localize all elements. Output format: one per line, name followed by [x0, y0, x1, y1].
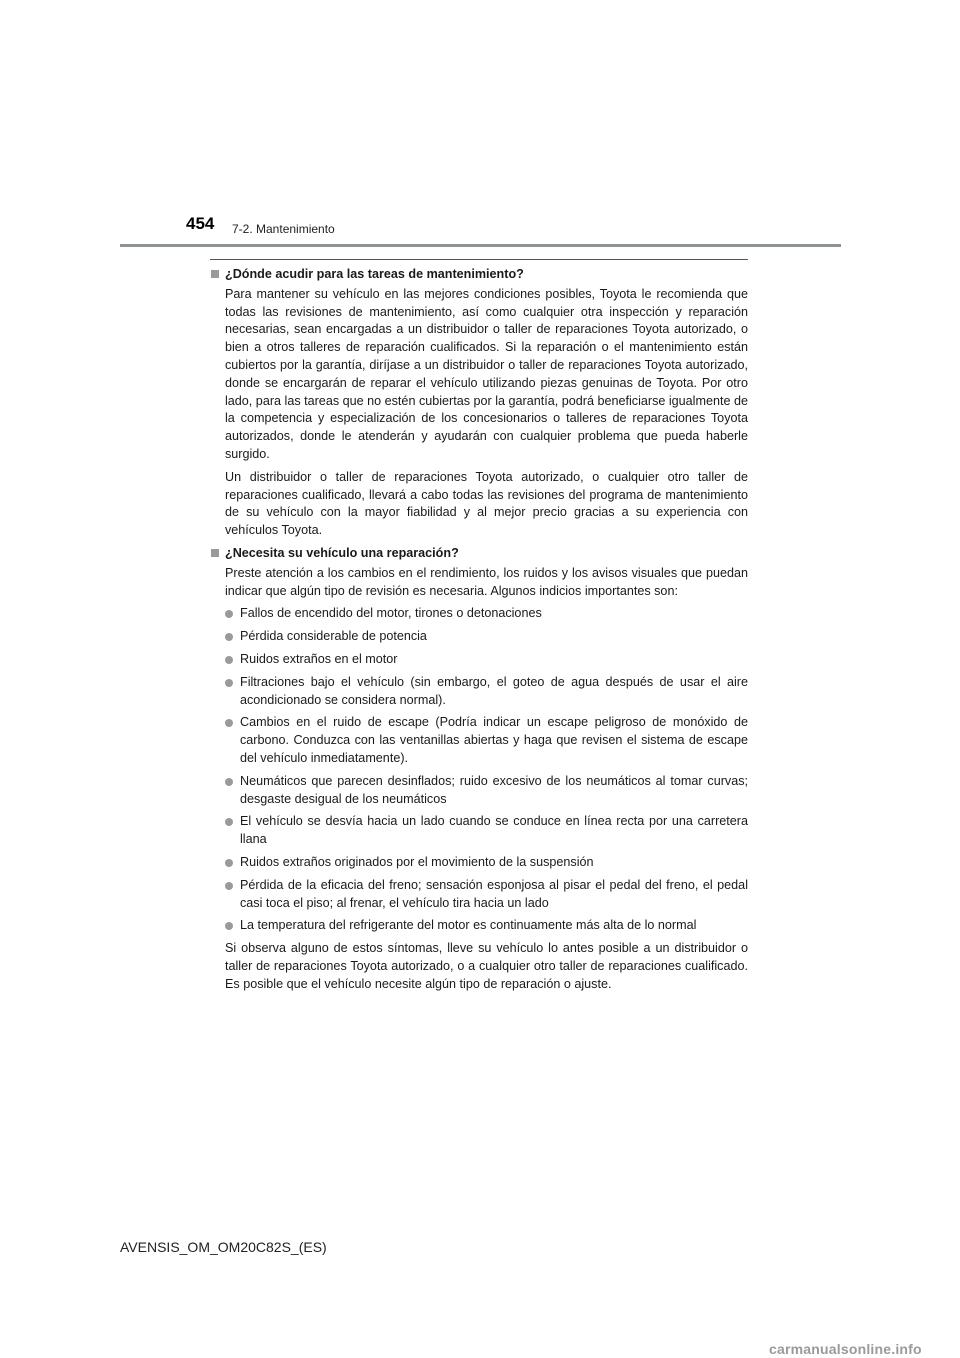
paragraph: Para mantener su vehículo en las mejores condiciones posibles, Toyota le recomienda que todas las revisiones de mantenimiento, así como cualquier otra inspección y reparación necesarias, sean encargadas a un distribuidor o taller de reparaciones Toyota autorizado, o bien a otros talleres de reparación cualificados. Si la reparación o el mantenimiento están cubiertos por la garantía, diríjase a un distribuidor o taller de reparaciones Toyota autorizado, donde se encargarán de reparar el vehículo utilizando piezas genuinas de Toyota. Por otro lado, para las tareas que no estén cubiertas por la garantía, podrá beneficiarse igualmente de la competencia y especialización de los concesionarios o talleres de reparaciones Toyota autorizados, donde le atenderán y ayudarán con cualquier problema que pueda haberle surgido.	[225, 286, 748, 461]
round-bullet-icon	[225, 922, 233, 930]
round-bullet-icon	[225, 859, 233, 867]
list-item-text: Ruidos extraños en el motor	[240, 651, 398, 666]
round-bullet-icon	[225, 633, 233, 641]
list-item	[225, 605, 748, 623]
list-item	[225, 773, 748, 809]
page-number: 454	[186, 214, 215, 233]
round-bullet-icon	[225, 778, 233, 786]
list-item-text: Ruidos extraños originados por el movimiento de la suspensión	[240, 854, 594, 869]
list-item-text: Cambios en el ruido de escape (Podría indicar un escape peligroso de monóxido de carbono. Conduzca con las ventanillas abiertas y haga que revisen el sistema de escape del vehículo inmediatamente).	[240, 715, 748, 765]
document-code: AVENSIS_OM_OM20C82S_(ES)	[120, 1239, 327, 1255]
round-bullet-icon	[225, 610, 233, 618]
watermark: carmanualsonline.info	[769, 1341, 922, 1357]
content-body	[210, 266, 748, 998]
square-bullet-icon	[211, 549, 219, 557]
heading-text: ¿Dónde acudir para las tareas de mantenimiento?	[225, 267, 524, 281]
list-item-text: Fallos de encendido del motor, tirones o detonaciones	[240, 606, 542, 621]
list-item	[225, 917, 748, 935]
list-item	[225, 651, 748, 669]
list-item	[225, 628, 748, 646]
list-item	[225, 854, 748, 872]
list-item	[225, 714, 748, 767]
section-heading	[210, 266, 748, 284]
list-item	[225, 813, 748, 849]
round-bullet-icon	[225, 656, 233, 664]
list-item-text: La temperatura del refrigerante del motor es continuamente más alta de lo normal	[240, 918, 697, 933]
square-bullet-icon	[211, 270, 219, 278]
list-item-text: El vehículo se desvía hacia un lado cuando se conduce en línea recta por una carretera llana	[240, 814, 748, 847]
paragraph: Si observa alguno de estos síntomas, lleve su vehículo lo antes posible a un distribuidor o taller de reparaciones Toyota autorizado, o a cualquier otro taller de reparaciones cualificado. Es posible que el vehículo necesite algún tipo de reparación o ajuste.	[225, 941, 748, 991]
round-bullet-icon	[225, 679, 233, 687]
section-heading	[210, 545, 748, 563]
header-divider	[120, 244, 841, 247]
content-divider	[210, 259, 748, 260]
round-bullet-icon	[225, 882, 233, 890]
list-item-text: Pérdida de la eficacia del freno; sensación esponjosa al pisar el pedal del freno, el pedal casi toca el piso; al frenar, el vehículo tira hacia un lado	[240, 877, 748, 910]
paragraph: Un distribuidor o taller de reparaciones Toyota autorizado, o cualquier otro taller de reparaciones cualificado, llevará a cabo todas las revisiones del programa de mantenimiento de su vehículo con la mayor fiabilidad y al mejor precio gracias a su experiencia con vehículos Toyota.	[225, 469, 748, 538]
round-bullet-icon	[225, 719, 233, 727]
list-item-text: Filtraciones bajo el vehículo (sin embargo, el goteo de agua después de usar el aire acondicionado se considera normal).	[240, 674, 748, 707]
list-item-text: Neumáticos que parecen desinflados; ruido excesivo de los neumáticos al tomar curvas; desgaste desigual de los neumáticos	[240, 773, 748, 806]
list-item-text: Pérdida considerable de potencia	[240, 629, 427, 644]
section-title: 7-2. Mantenimiento	[232, 222, 335, 236]
round-bullet-icon	[225, 818, 233, 826]
list-item	[225, 877, 748, 913]
list-item	[225, 674, 748, 710]
heading-text: ¿Necesita su vehículo una reparación?	[225, 545, 459, 560]
paragraph: Preste atención a los cambios en el rendimiento, los ruidos y los avisos visuales que puedan indicar que algún tipo de revisión es necesaria. Algunos indicios importantes son:	[225, 565, 748, 598]
